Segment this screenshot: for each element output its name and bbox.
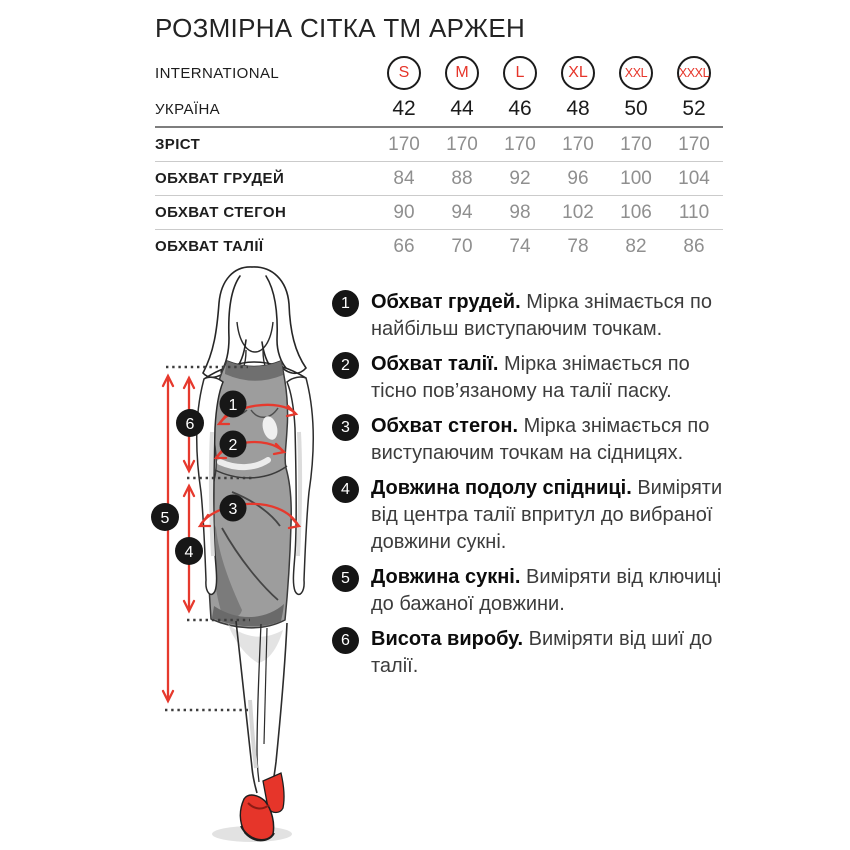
table-value: 170 <box>678 133 710 155</box>
marker-4-label: 4 <box>184 544 194 561</box>
table-row-international <box>155 54 723 92</box>
arm-shade <box>211 432 213 556</box>
measurement-term: Обхват талії. <box>371 353 499 375</box>
measurement-term: Обхват грудей. <box>371 291 521 313</box>
table-value: 96 <box>567 167 589 189</box>
item-number-badge: 5 <box>332 565 359 592</box>
measurement-term: Довжина подолу спідниці. <box>371 477 632 499</box>
ukraine-size: 44 <box>450 97 474 120</box>
size-badge-xxxl: XXXL <box>677 56 711 90</box>
table-value: 66 <box>393 235 415 257</box>
table-value: 86 <box>683 235 705 257</box>
item-number-badge: 6 <box>332 627 359 654</box>
row-label: ОБХВАТ ГРУДЕЙ <box>155 170 285 187</box>
table-value: 104 <box>678 167 710 189</box>
measurement-item-6 <box>332 626 732 680</box>
table-row-chest <box>155 162 723 195</box>
table-value: 88 <box>451 167 473 189</box>
table-value: 106 <box>620 201 652 223</box>
ukraine-size: 50 <box>624 97 648 120</box>
measurement-item-4 <box>332 475 732 556</box>
measurement-desc: Виміряти від центра талії впритул до вибраної довжини сукні. <box>371 477 723 553</box>
ukraine-size: 48 <box>566 97 590 120</box>
table-row-height <box>155 128 723 161</box>
table-value: 102 <box>562 201 594 223</box>
measurement-desc: Мірка знімається по тісно пов’язаному на талії паску. <box>371 353 690 402</box>
item-number-badge: 1 <box>332 290 359 317</box>
table-value: 94 <box>451 201 473 223</box>
marker-1-label: 1 <box>228 397 238 414</box>
marker-2-label: 2 <box>228 437 238 454</box>
item-number-badge: 4 <box>332 476 359 503</box>
measurement-desc: Мірка знімається по найбільш виступаючим точкам. <box>371 291 712 340</box>
table-value: 170 <box>504 133 536 155</box>
size-badge-m: M <box>445 56 479 90</box>
size-badge-xxl: XXL <box>619 56 653 90</box>
row-label: ОБХВАТ ТАЛІЇ <box>155 238 264 255</box>
marker-3-label: 3 <box>228 501 238 518</box>
ukraine-size: 52 <box>682 97 706 120</box>
measurement-item-1 <box>332 289 732 343</box>
marker-6-label: 6 <box>185 416 195 433</box>
table-value: 170 <box>388 133 420 155</box>
marker-5-label: 5 <box>160 510 170 527</box>
row-label: ЗРІСТ <box>155 136 201 153</box>
size-table <box>155 54 723 263</box>
international-label: INTERNATIONAL <box>155 64 280 82</box>
ukraine-label: УКРАЇНА <box>155 100 221 118</box>
measurement-term: Висота виробу. <box>371 628 524 650</box>
hair-strokes <box>203 267 306 377</box>
table-value: 78 <box>567 235 589 257</box>
table-value: 84 <box>393 167 415 189</box>
arm-shade <box>298 432 300 556</box>
measurement-legend <box>332 289 732 688</box>
measurement-item-3 <box>332 413 732 467</box>
ukraine-size: 42 <box>392 97 416 120</box>
table-value: 170 <box>620 133 652 155</box>
item-number-badge: 3 <box>332 414 359 441</box>
table-value: 100 <box>620 167 652 189</box>
measurement-item-2 <box>332 351 732 405</box>
item-number-badge: 2 <box>332 352 359 379</box>
table-value: 170 <box>446 133 478 155</box>
table-value: 98 <box>509 201 531 223</box>
face-outline <box>237 322 273 352</box>
table-row-hips <box>155 196 723 229</box>
measurement-term: Довжина сукні. <box>371 566 521 588</box>
table-value: 82 <box>625 235 647 257</box>
size-badge-s: S <box>387 56 421 90</box>
table-row-waist <box>155 230 723 263</box>
table-value: 170 <box>562 133 594 155</box>
page-title: РОЗМІРНА СІТКА ТМ АРЖЕН <box>155 13 526 43</box>
measurement-item-5 <box>332 564 732 618</box>
measurement-desc: Виміряти від шиї до талії. <box>371 628 713 677</box>
table-row-ukraine <box>155 92 723 126</box>
table-value: 90 <box>393 201 415 223</box>
table-value: 70 <box>451 235 473 257</box>
ukraine-size: 46 <box>508 97 532 120</box>
size-badge-xl: XL <box>561 56 595 90</box>
measurement-desc: Виміряти від ключиці до бажаної довжини. <box>371 566 722 615</box>
table-value: 92 <box>509 167 531 189</box>
table-value: 110 <box>678 201 710 223</box>
table-value: 74 <box>509 235 531 257</box>
row-label: ОБХВАТ СТЕГОН <box>155 204 287 221</box>
size-badge-l: L <box>503 56 537 90</box>
measurement-term: Обхват стегон. <box>371 415 519 437</box>
dress-figure-illustration <box>130 262 345 850</box>
measurement-desc: Мірка знімається по виступаючим точкам на сідницях. <box>371 415 710 464</box>
